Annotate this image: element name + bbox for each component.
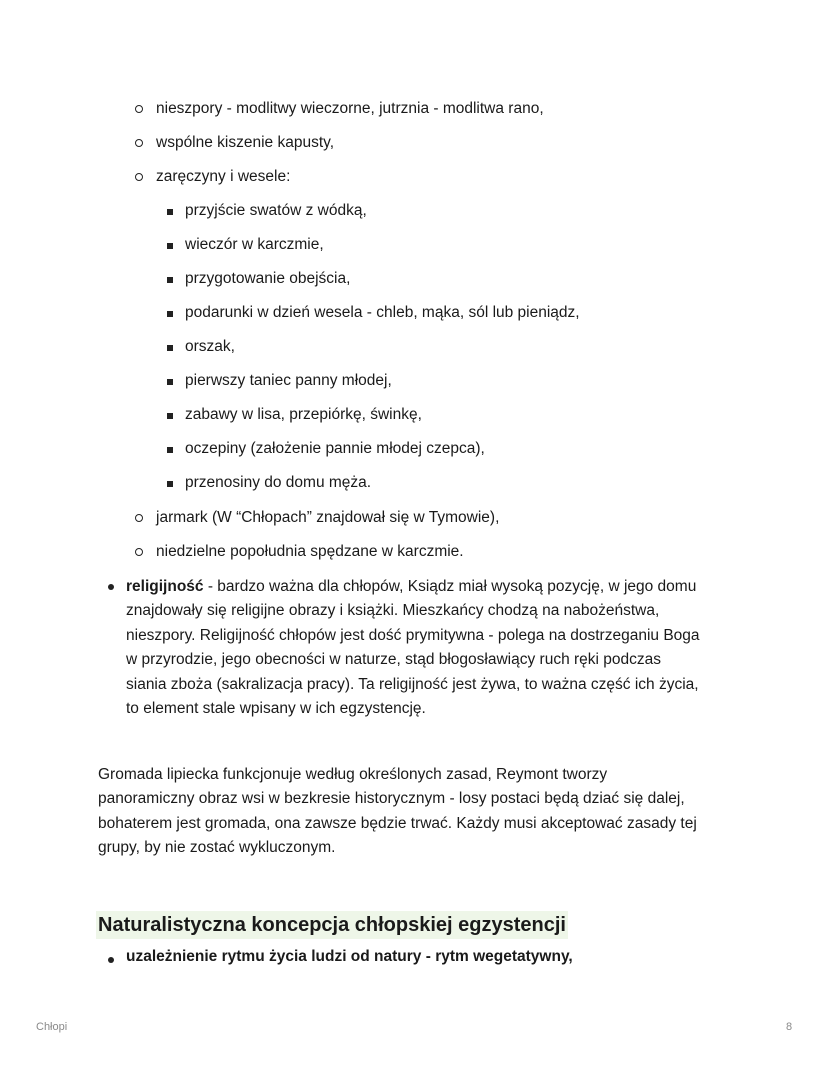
- nested-list-item-text: przygotowanie obejścia,: [185, 270, 351, 287]
- religiosity-term: religijność: [126, 578, 204, 595]
- religiosity-line: w przyrodzie, jego obecności w naturze, stąd błogosławiący ruch ręki podczas: [126, 651, 662, 669]
- square-bullet-icon: [167, 209, 173, 215]
- religiosity-line: znajdowały się religijne obrazy i książki. Mieszkańcy chodzą na nabożeństwa,: [126, 602, 660, 620]
- page-number: 8: [786, 1021, 793, 1033]
- nested-list-item-text: zabawy w lisa, przepiórkę, świnkę,: [185, 406, 422, 423]
- nested-list-item-text: podarunki w dzień wesela - chleb, mąka, sól lub pieniądz,: [185, 304, 580, 321]
- square-bullet-icon: [167, 311, 173, 317]
- religiosity-line: siania zboża (sakralizacja pracy). Ta religijność jest żywa, to ważna część ich życia,: [126, 675, 699, 693]
- bullet-dot-icon: [108, 584, 114, 590]
- circle-bullet-icon: [135, 105, 143, 113]
- square-bullet-icon: [167, 345, 173, 351]
- nested-list-item-text: przyjście swatów z wódką,: [185, 202, 367, 219]
- religiosity-line: nieszpory. Religijność chłopów jest dość prymitywna - polega na dostrzeganiu Boga: [126, 626, 700, 644]
- religiosity-line: to element stale wpisany w ich egzystencję.: [126, 700, 426, 718]
- religiosity-paragraph: [126, 575, 786, 721]
- square-bullet-icon: [167, 413, 173, 419]
- sublist-item-text: zaręczyny i wesele:: [156, 168, 291, 185]
- paragraph-line: bohaterem jest gromada, ona zawsze będzie trwać. Każdy musi akceptować zasady tej: [98, 814, 697, 832]
- square-bullet-icon: [167, 379, 173, 385]
- nested-list-item-text: przenosiny do domu męża.: [185, 474, 372, 491]
- square-bullet-icon: [167, 277, 173, 283]
- paragraph-line: grupy, by nie zostać wykluczonym.: [98, 839, 336, 857]
- nested-list-item-text: pierwszy taniec panny młodej,: [185, 372, 392, 389]
- paragraph-line: panoramiczny obraz wsi w bezkresie historycznym - losy postaci będą dziać się dalej,: [98, 790, 685, 808]
- paragraph-line: Gromada lipiecka funkcjonuje według określonych zasad, Reymont tworzy: [98, 766, 608, 783]
- sublist-item-text: nieszpory - modlitwy wieczorne, jutrznia - modlitwa rano,: [156, 100, 544, 117]
- section-heading: Naturalistyczna koncepcja chłopskiej egzystencji: [96, 911, 568, 939]
- square-bullet-icon: [167, 481, 173, 487]
- square-bullet-icon: [167, 447, 173, 453]
- nested-list-item-text: oczepiny (założenie pannie młodej czepca),: [185, 440, 485, 457]
- gromada-paragraph: [98, 763, 788, 861]
- footer-title: Chłopi: [36, 1021, 68, 1033]
- circle-bullet-icon: [135, 173, 143, 181]
- sublist-item-text: jarmark (W “Chłopach” znajdował się w Tymowie),: [156, 509, 500, 526]
- bullet-dot-icon: [108, 957, 114, 963]
- religiosity-line: religijność - bardzo ważna dla chłopów, Ksiądz miał wysoką pozycję, w jego domu: [126, 578, 697, 595]
- circle-bullet-icon: [135, 139, 143, 147]
- nested-list-item-text: wieczór w karczmie,: [185, 236, 324, 253]
- circle-bullet-icon: [135, 514, 143, 522]
- sublist-item-text: niedzielne popołudnia spędzane w karczmie.: [156, 543, 464, 560]
- circle-bullet-icon: [135, 548, 143, 556]
- square-bullet-icon: [167, 243, 173, 249]
- naturalistic-bullet-text: uzależnienie rytmu życia ludzi od natury - rytm wegetatywny,: [126, 948, 573, 965]
- sublist-item-text: wspólne kiszenie kapusty,: [156, 134, 335, 151]
- nested-list-item-text: orszak,: [185, 338, 235, 355]
